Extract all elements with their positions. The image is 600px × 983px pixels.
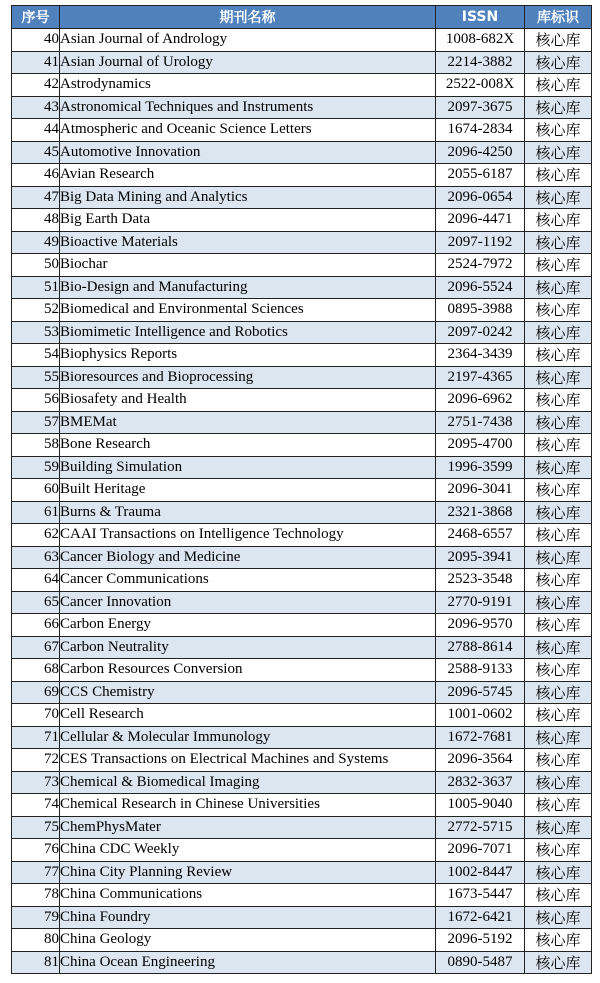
issn-value: 2096-0654 xyxy=(436,186,525,209)
table-row xyxy=(12,344,592,367)
table-row xyxy=(12,479,592,502)
row-number: 41 xyxy=(12,51,60,74)
issn-value: 2096-9570 xyxy=(436,614,525,637)
table-row xyxy=(12,389,592,412)
row-number: 59 xyxy=(12,456,60,479)
library-tag: 核心库 xyxy=(525,119,592,142)
table-row xyxy=(12,434,592,457)
issn-value: 2788-8614 xyxy=(436,636,525,659)
table-row xyxy=(12,569,592,592)
issn-value: 1996-3599 xyxy=(436,456,525,479)
row-number: 72 xyxy=(12,749,60,772)
row-number: 54 xyxy=(12,344,60,367)
issn-value: 2095-4700 xyxy=(436,434,525,457)
issn-value: 2523-3548 xyxy=(436,569,525,592)
table-row xyxy=(12,29,592,52)
row-number: 77 xyxy=(12,861,60,884)
journal-name: China Ocean Engineering xyxy=(60,951,436,974)
journal-table xyxy=(11,5,592,974)
journal-name: Biomedical and Environmental Sciences xyxy=(60,299,436,322)
library-tag: 核心库 xyxy=(525,276,592,299)
issn-value: 2832-3637 xyxy=(436,771,525,794)
issn-value: 2770-9191 xyxy=(436,591,525,614)
issn-value: 2097-1192 xyxy=(436,231,525,254)
table-row xyxy=(12,119,592,142)
issn-value: 2096-5745 xyxy=(436,681,525,704)
journal-name: ChemPhysMater xyxy=(60,816,436,839)
table-row xyxy=(12,96,592,119)
library-tag: 核心库 xyxy=(525,366,592,389)
library-tag: 核心库 xyxy=(525,794,592,817)
row-number: 49 xyxy=(12,231,60,254)
row-number: 55 xyxy=(12,366,60,389)
journal-name: Astronomical Techniques and Instruments xyxy=(60,96,436,119)
row-number: 69 xyxy=(12,681,60,704)
issn-value: 2055-6187 xyxy=(436,164,525,187)
journal-name: Cancer Biology and Medicine xyxy=(60,546,436,569)
library-tag: 核心库 xyxy=(525,501,592,524)
row-number: 57 xyxy=(12,411,60,434)
table-row xyxy=(12,749,592,772)
row-number: 43 xyxy=(12,96,60,119)
issn-value: 2096-3041 xyxy=(436,479,525,502)
journal-name: Cell Research xyxy=(60,704,436,727)
journal-name: Built Heritage xyxy=(60,479,436,502)
issn-value: 0890-5487 xyxy=(436,951,525,974)
column-header-issn: ISSN xyxy=(436,6,525,29)
library-tag: 核心库 xyxy=(525,209,592,232)
issn-value: 2321-3868 xyxy=(436,501,525,524)
row-number: 48 xyxy=(12,209,60,232)
row-number: 67 xyxy=(12,636,60,659)
table-row xyxy=(12,929,592,952)
row-number: 75 xyxy=(12,816,60,839)
library-tag: 核心库 xyxy=(525,816,592,839)
issn-value: 2096-4471 xyxy=(436,209,525,232)
table-row xyxy=(12,726,592,749)
table-row xyxy=(12,591,592,614)
journal-name: Asian Journal of Urology xyxy=(60,51,436,74)
journal-name: Big Earth Data xyxy=(60,209,436,232)
journal-name: China Foundry xyxy=(60,906,436,929)
issn-value: 2096-5192 xyxy=(436,929,525,952)
row-number: 68 xyxy=(12,659,60,682)
issn-value: 1672-6421 xyxy=(436,906,525,929)
table-row xyxy=(12,614,592,637)
row-number: 61 xyxy=(12,501,60,524)
journal-name: Biochar xyxy=(60,254,436,277)
library-tag: 核心库 xyxy=(525,456,592,479)
library-tag: 核心库 xyxy=(525,411,592,434)
table-row xyxy=(12,659,592,682)
table-row xyxy=(12,231,592,254)
table-header xyxy=(12,6,592,29)
row-number: 74 xyxy=(12,794,60,817)
library-tag: 核心库 xyxy=(525,681,592,704)
journal-name: Building Simulation xyxy=(60,456,436,479)
library-tag: 核心库 xyxy=(525,704,592,727)
row-number: 63 xyxy=(12,546,60,569)
issn-value: 2524-7972 xyxy=(436,254,525,277)
header-row xyxy=(12,6,592,29)
library-tag: 核心库 xyxy=(525,951,592,974)
library-tag: 核心库 xyxy=(525,164,592,187)
table-row xyxy=(12,51,592,74)
issn-value: 2468-6557 xyxy=(436,524,525,547)
issn-value: 1005-9040 xyxy=(436,794,525,817)
journal-name: Asian Journal of Andrology xyxy=(60,29,436,52)
row-number: 65 xyxy=(12,591,60,614)
issn-value: 2096-5524 xyxy=(436,276,525,299)
row-number: 47 xyxy=(12,186,60,209)
library-tag: 核心库 xyxy=(525,524,592,547)
journal-name: CAAI Transactions on Intelligence Technology xyxy=(60,524,436,547)
row-number: 73 xyxy=(12,771,60,794)
issn-value: 2097-3675 xyxy=(436,96,525,119)
journal-name: Avian Research xyxy=(60,164,436,187)
library-tag: 核心库 xyxy=(525,344,592,367)
issn-value: 1673-5447 xyxy=(436,884,525,907)
issn-value: 2772-5715 xyxy=(436,816,525,839)
library-tag: 核心库 xyxy=(525,231,592,254)
issn-value: 2096-6962 xyxy=(436,389,525,412)
journal-name: Burns & Trauma xyxy=(60,501,436,524)
journal-name: Carbon Resources Conversion xyxy=(60,659,436,682)
library-tag: 核心库 xyxy=(525,884,592,907)
row-number: 44 xyxy=(12,119,60,142)
row-number: 60 xyxy=(12,479,60,502)
table-row xyxy=(12,524,592,547)
row-number: 42 xyxy=(12,74,60,97)
issn-value: 2096-3564 xyxy=(436,749,525,772)
table-row xyxy=(12,816,592,839)
library-tag: 核心库 xyxy=(525,96,592,119)
table-row xyxy=(12,299,592,322)
library-tag: 核心库 xyxy=(525,591,592,614)
row-number: 50 xyxy=(12,254,60,277)
table-row xyxy=(12,794,592,817)
journal-name: Bioactive Materials xyxy=(60,231,436,254)
issn-value: 1674-2834 xyxy=(436,119,525,142)
issn-value: 2364-3439 xyxy=(436,344,525,367)
journal-name: Biomimetic Intelligence and Robotics xyxy=(60,321,436,344)
table-row xyxy=(12,456,592,479)
table-row xyxy=(12,861,592,884)
row-number: 40 xyxy=(12,29,60,52)
table-row xyxy=(12,321,592,344)
table-row xyxy=(12,366,592,389)
journal-name: China Communications xyxy=(60,884,436,907)
journal-name: Automotive Innovation xyxy=(60,141,436,164)
journal-name: BMEMat xyxy=(60,411,436,434)
journal-name: Chemical & Biomedical Imaging xyxy=(60,771,436,794)
issn-value: 2588-9133 xyxy=(436,659,525,682)
table-row xyxy=(12,636,592,659)
row-number: 62 xyxy=(12,524,60,547)
journal-name: Carbon Neutrality xyxy=(60,636,436,659)
journal-name: Bone Research xyxy=(60,434,436,457)
journal-name: CES Transactions on Electrical Machines and Systems xyxy=(60,749,436,772)
journal-name: China CDC Weekly xyxy=(60,839,436,862)
table-row xyxy=(12,254,592,277)
library-tag: 核心库 xyxy=(525,569,592,592)
table-row xyxy=(12,141,592,164)
table-row xyxy=(12,839,592,862)
column-header-library-tag: 库标识 xyxy=(525,6,592,29)
journal-name: Cancer Communications xyxy=(60,569,436,592)
issn-value: 0895-3988 xyxy=(436,299,525,322)
library-tag: 核心库 xyxy=(525,479,592,502)
library-tag: 核心库 xyxy=(525,389,592,412)
journal-name: China City Planning Review xyxy=(60,861,436,884)
journal-name: Big Data Mining and Analytics xyxy=(60,186,436,209)
row-number: 52 xyxy=(12,299,60,322)
row-number: 78 xyxy=(12,884,60,907)
table-row xyxy=(12,681,592,704)
table-row xyxy=(12,951,592,974)
issn-value: 2095-3941 xyxy=(436,546,525,569)
table-row xyxy=(12,74,592,97)
library-tag: 核心库 xyxy=(525,546,592,569)
library-tag: 核心库 xyxy=(525,321,592,344)
library-tag: 核心库 xyxy=(525,29,592,52)
library-tag: 核心库 xyxy=(525,659,592,682)
issn-value: 2522-008X xyxy=(436,74,525,97)
issn-value: 2096-7071 xyxy=(436,839,525,862)
row-number: 58 xyxy=(12,434,60,457)
row-number: 79 xyxy=(12,906,60,929)
row-number: 76 xyxy=(12,839,60,862)
table-row xyxy=(12,771,592,794)
table-row xyxy=(12,276,592,299)
row-number: 71 xyxy=(12,726,60,749)
table-body xyxy=(12,29,592,974)
journal-name: Biophysics Reports xyxy=(60,344,436,367)
library-tag: 核心库 xyxy=(525,839,592,862)
issn-value: 1002-8447 xyxy=(436,861,525,884)
issn-value: 2096-4250 xyxy=(436,141,525,164)
issn-value: 1672-7681 xyxy=(436,726,525,749)
journal-name: CCS Chemistry xyxy=(60,681,436,704)
table-row xyxy=(12,704,592,727)
journal-name: Chemical Research in Chinese Universities xyxy=(60,794,436,817)
issn-value: 1008-682X xyxy=(436,29,525,52)
library-tag: 核心库 xyxy=(525,771,592,794)
library-tag: 核心库 xyxy=(525,434,592,457)
journal-name: Atmospheric and Oceanic Science Letters xyxy=(60,119,436,142)
library-tag: 核心库 xyxy=(525,186,592,209)
library-tag: 核心库 xyxy=(525,254,592,277)
table-row xyxy=(12,501,592,524)
journal-name: Bio-Design and Manufacturing xyxy=(60,276,436,299)
table-row xyxy=(12,164,592,187)
issn-value: 2197-4365 xyxy=(436,366,525,389)
row-number: 51 xyxy=(12,276,60,299)
library-tag: 核心库 xyxy=(525,726,592,749)
library-tag: 核心库 xyxy=(525,929,592,952)
library-tag: 核心库 xyxy=(525,299,592,322)
table-row xyxy=(12,546,592,569)
library-tag: 核心库 xyxy=(525,906,592,929)
library-tag: 核心库 xyxy=(525,861,592,884)
row-number: 81 xyxy=(12,951,60,974)
row-number: 66 xyxy=(12,614,60,637)
row-number: 53 xyxy=(12,321,60,344)
row-number: 64 xyxy=(12,569,60,592)
row-number: 80 xyxy=(12,929,60,952)
library-tag: 核心库 xyxy=(525,51,592,74)
issn-value: 1001-0602 xyxy=(436,704,525,727)
issn-value: 2751-7438 xyxy=(436,411,525,434)
journal-name: Cancer Innovation xyxy=(60,591,436,614)
table-row xyxy=(12,209,592,232)
table-row xyxy=(12,906,592,929)
library-tag: 核心库 xyxy=(525,74,592,97)
issn-value: 2097-0242 xyxy=(436,321,525,344)
library-tag: 核心库 xyxy=(525,614,592,637)
library-tag: 核心库 xyxy=(525,636,592,659)
table-row xyxy=(12,186,592,209)
row-number: 45 xyxy=(12,141,60,164)
column-header-number: 序号 xyxy=(12,6,60,29)
table-row xyxy=(12,411,592,434)
row-number: 56 xyxy=(12,389,60,412)
library-tag: 核心库 xyxy=(525,141,592,164)
journal-name: Biosafety and Health xyxy=(60,389,436,412)
library-tag: 核心库 xyxy=(525,749,592,772)
column-header-journal-name: 期刊名称 xyxy=(60,6,436,29)
issn-value: 2214-3882 xyxy=(436,51,525,74)
row-number: 70 xyxy=(12,704,60,727)
journal-name: Astrodynamics xyxy=(60,74,436,97)
journal-name: Carbon Energy xyxy=(60,614,436,637)
journal-name: Bioresources and Bioprocessing xyxy=(60,366,436,389)
row-number: 46 xyxy=(12,164,60,187)
journal-name: Cellular & Molecular Immunology xyxy=(60,726,436,749)
journal-name: China Geology xyxy=(60,929,436,952)
table-row xyxy=(12,884,592,907)
